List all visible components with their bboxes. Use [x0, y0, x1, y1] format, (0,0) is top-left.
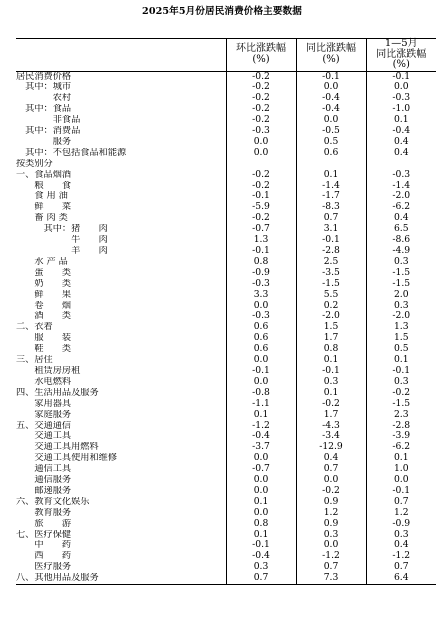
ytd-value: 2.3 [366, 410, 436, 421]
ytd-value: 0.3 [366, 257, 436, 268]
table-row [16, 126, 436, 137]
ytd-value: 0.4 [366, 148, 436, 159]
row-label: 七、医疗保健 [16, 529, 72, 540]
mom-value: 0.1 [226, 530, 296, 541]
ytd-value: 0.0 [366, 475, 436, 486]
yoy-value: 0.2 [296, 301, 366, 312]
mom-value: 1.3 [226, 235, 296, 246]
yoy-value: 1.7 [296, 333, 366, 344]
yoy-value: -0.1 [296, 366, 366, 377]
ytd-value: -0.4 [366, 126, 436, 137]
row-label: 奶 类 [16, 278, 72, 289]
table-row [16, 442, 436, 453]
header-yoy-unit: (%) [322, 53, 340, 65]
yoy-value: 0.9 [296, 497, 366, 508]
ytd-value: 0.1 [366, 355, 436, 366]
table-body [16, 71, 436, 585]
ytd-value: -1.5 [366, 268, 436, 279]
ytd-value: 0.1 [366, 453, 436, 464]
row-label: 家庭服务 [16, 409, 72, 420]
yoy-value: 5.5 [296, 290, 366, 301]
yoy-value: 0.0 [296, 475, 366, 486]
header-ytd-label: 同比涨跌幅 [376, 48, 427, 60]
row-label: 其中：不包括食品和能源 [16, 147, 127, 158]
ytd-value: -4.9 [366, 246, 436, 257]
row-label: 医疗服务 [16, 562, 72, 573]
ytd-value: -0.9 [366, 519, 436, 530]
mom-value: 0.1 [226, 497, 296, 508]
table-row [16, 333, 436, 344]
row-label: 教育服务 [16, 507, 72, 518]
yoy-value: 0.6 [296, 148, 366, 159]
table-row [16, 213, 436, 224]
row-label: 邮递服务 [16, 485, 72, 496]
cpi-table [16, 38, 436, 585]
mom-value: -5.9 [226, 202, 296, 213]
yoy-value: 0.0 [296, 115, 366, 126]
mom-value: -0.7 [226, 224, 296, 235]
row-label: 鲜 菜 [16, 202, 72, 213]
table-row [16, 322, 436, 333]
row-label: 交通工具用燃料 [16, 442, 99, 453]
row-label: 一、食品烟酒 [16, 169, 72, 180]
yoy-value: -0.2 [296, 399, 366, 410]
yoy-value: -4.3 [296, 421, 366, 432]
ytd-value: -0.1 [366, 366, 436, 377]
yoy-value: -0.5 [296, 126, 366, 137]
ytd-value: -3.9 [366, 431, 436, 442]
row-label: 其中：猪 肉 [16, 224, 108, 235]
row-label: 服务 [16, 136, 72, 147]
mom-value: 0.6 [226, 333, 296, 344]
row-label: 三、居住 [16, 355, 53, 366]
table-row [16, 475, 436, 486]
table-row [16, 562, 436, 573]
header-mom-unit: (%) [252, 53, 270, 65]
row-label: 通信服务 [16, 475, 72, 486]
mom-value: 0.0 [226, 355, 296, 366]
yoy-value: -3.5 [296, 268, 366, 279]
mom-value: -0.2 [226, 93, 296, 104]
yoy-value: -1.7 [296, 191, 366, 202]
yoy-value: 1.7 [296, 410, 366, 421]
table-row [16, 399, 436, 410]
table-row [16, 519, 436, 530]
mom-value: 0.1 [226, 410, 296, 421]
ytd-value: 1.2 [366, 508, 436, 519]
row-label: 四、生活用品及服务 [16, 387, 99, 398]
ytd-value: -0.3 [366, 170, 436, 181]
row-label: 服 装 [16, 333, 72, 344]
table-row [16, 148, 436, 159]
ytd-value: 0.4 [366, 540, 436, 551]
row-label: 其中：消费品 [16, 126, 81, 137]
mom-value: 0.0 [226, 453, 296, 464]
ytd-value: -0.1 [366, 486, 436, 497]
ytd-value: 0.5 [366, 344, 436, 355]
table-row [16, 355, 436, 366]
mom-value: -0.2 [226, 170, 296, 181]
row-label: 交通工具使用和维修 [16, 453, 118, 464]
mom-value: -0.3 [226, 279, 296, 290]
table-row [16, 344, 436, 355]
yoy-value: -0.1 [296, 235, 366, 246]
ytd-value: 0.7 [366, 497, 436, 508]
row-label: 水电燃料 [16, 376, 72, 387]
yoy-value: -12.9 [296, 442, 366, 453]
row-label: 鲜 果 [16, 289, 72, 300]
table-row [16, 93, 436, 104]
table-row [16, 530, 436, 541]
mom-value: -0.2 [226, 71, 296, 82]
table-row [16, 246, 436, 257]
table-row [16, 311, 436, 322]
row-label: 家用器具 [16, 398, 72, 409]
row-label: 鞋 类 [16, 344, 72, 355]
ytd-value: -2.0 [366, 191, 436, 202]
table-row [16, 181, 436, 192]
ytd-value: 1.5 [366, 333, 436, 344]
yoy-value: -2.0 [296, 311, 366, 322]
table-row [16, 421, 436, 432]
table-row [16, 191, 436, 202]
ytd-value: 0.3 [366, 530, 436, 541]
table-row [16, 388, 436, 399]
ytd-value: 6.5 [366, 224, 436, 235]
yoy-value: 0.0 [296, 82, 366, 93]
header-ytd-period: 1—5月 [384, 38, 418, 49]
yoy-value: 7.3 [296, 573, 366, 584]
mom-value: 0.0 [226, 137, 296, 148]
mom-value: -0.2 [226, 82, 296, 93]
row-label: 租赁房房租 [16, 365, 81, 376]
table-row [16, 170, 436, 181]
ytd-value: 1.3 [366, 322, 436, 333]
row-label: 畜 肉 类 [16, 213, 68, 224]
table-row [16, 508, 436, 519]
table-row [16, 279, 436, 290]
yoy-value: 0.4 [296, 453, 366, 464]
yoy-value: 1.5 [296, 322, 366, 333]
table-row [16, 377, 436, 388]
ytd-value: 0.3 [366, 377, 436, 388]
table-row [16, 573, 436, 584]
mom-value: -0.1 [226, 191, 296, 202]
ytd-value: 0.4 [366, 213, 436, 224]
mom-value: -0.2 [226, 181, 296, 192]
ytd-value: 0.7 [366, 562, 436, 573]
table-row [16, 410, 436, 421]
ytd-value: -0.3 [366, 93, 436, 104]
yoy-value: 0.7 [296, 562, 366, 573]
table-row [16, 366, 436, 377]
mom-value: -0.1 [226, 366, 296, 377]
mom-value: -0.4 [226, 551, 296, 562]
ytd-value: -1.5 [366, 279, 436, 290]
mom-value: -0.7 [226, 464, 296, 475]
table-row [16, 224, 436, 235]
mom-value: 3.3 [226, 290, 296, 301]
yoy-value: 0.1 [296, 170, 366, 181]
ytd-value: -6.2 [366, 442, 436, 453]
mom-value: 0.7 [226, 573, 296, 584]
row-label: 羊 肉 [16, 246, 108, 256]
row-label: 其中：食品 [16, 104, 72, 115]
row-label: 酒 类 [16, 311, 72, 322]
yoy-value [296, 159, 366, 170]
row-label: 八、其他用品及服务 [16, 573, 226, 584]
mom-value: 0.3 [226, 562, 296, 573]
ytd-value: -2.0 [366, 311, 436, 322]
yoy-value: -0.2 [296, 486, 366, 497]
yoy-value: 0.5 [296, 137, 366, 148]
ytd-value [366, 159, 436, 170]
row-label: 西 药 [16, 551, 72, 562]
mom-value: -1.1 [226, 399, 296, 410]
header-mom-label: 环比涨跌幅 [236, 43, 286, 55]
ytd-value: -1.4 [366, 181, 436, 192]
mom-value: -0.3 [226, 311, 296, 322]
row-label: 其中：城市 [16, 82, 72, 93]
mom-value: -0.2 [226, 115, 296, 126]
table-row [16, 202, 436, 213]
table-row [16, 453, 436, 464]
row-label: 二、衣着 [16, 322, 53, 333]
header-blank-cell [16, 39, 226, 72]
ytd-value: 0.4 [366, 137, 436, 148]
table-row [16, 486, 436, 497]
table-row [16, 104, 436, 115]
row-label: 农村 [16, 93, 72, 104]
row-label: 水 产 品 [16, 256, 68, 267]
yoy-value: -8.3 [296, 202, 366, 213]
header-yoy-label: 同比涨跌幅 [306, 43, 356, 55]
row-label: 牛 肉 [16, 235, 108, 246]
ytd-value: 0.0 [366, 82, 436, 93]
mom-value: -1.2 [226, 421, 296, 432]
mom-value: 0.8 [226, 257, 296, 268]
mom-value: -0.4 [226, 431, 296, 442]
yoy-value: -3.4 [296, 431, 366, 442]
yoy-value: -0.4 [296, 104, 366, 115]
table-header-row [16, 39, 436, 72]
yoy-value: -0.4 [296, 93, 366, 104]
yoy-value: 0.9 [296, 519, 366, 530]
yoy-value: -2.8 [296, 246, 366, 257]
mom-value: 0.0 [226, 148, 296, 159]
yoy-value: 1.2 [296, 508, 366, 519]
yoy-value: 0.7 [296, 464, 366, 475]
mom-value: -0.2 [226, 104, 296, 115]
yoy-value: -1.4 [296, 181, 366, 192]
ytd-value: 6.4 [366, 573, 436, 584]
row-label: 中 药 [16, 540, 72, 551]
mom-value: 0.0 [226, 377, 296, 388]
row-label: 非食品 [16, 115, 81, 126]
table-row [16, 71, 436, 82]
table-row [16, 540, 436, 551]
ytd-value: -2.8 [366, 421, 436, 432]
page-title: 2025年5月份居民消费价格主要数据 [142, 6, 302, 17]
table-row [16, 159, 436, 170]
yoy-value: 0.3 [296, 377, 366, 388]
row-label: 粮 食 [16, 180, 72, 191]
row-label: 按类别分 [16, 158, 53, 169]
mom-value: -0.9 [226, 268, 296, 279]
mom-value: -0.3 [226, 126, 296, 137]
yoy-value: 3.1 [296, 224, 366, 235]
header-yoy [296, 39, 366, 72]
mom-value: 0.0 [226, 508, 296, 519]
row-label: 通信工具 [16, 464, 72, 475]
table-row [16, 82, 436, 93]
table-row [16, 115, 436, 126]
mom-value: 0.6 [226, 322, 296, 333]
row-label: 五、交通通信 [16, 420, 72, 431]
table-row [16, 464, 436, 475]
ytd-value: -1.0 [366, 104, 436, 115]
table-row [16, 301, 436, 312]
table-row [16, 290, 436, 301]
mom-value: -0.1 [226, 540, 296, 551]
row-label: 居民消费价格 [16, 71, 72, 82]
mom-value: -0.8 [226, 388, 296, 399]
ytd-value: 2.0 [366, 290, 436, 301]
yoy-value: 0.0 [296, 540, 366, 551]
row-label: 卷 烟 [16, 300, 72, 311]
ytd-value: -8.6 [366, 235, 436, 246]
yoy-value: 0.1 [296, 388, 366, 399]
yoy-value: -1.5 [296, 279, 366, 290]
row-label: 旅 游 [16, 518, 72, 529]
mom-value: 0.6 [226, 344, 296, 355]
table-row [16, 431, 436, 442]
ytd-value: -1.5 [366, 399, 436, 410]
ytd-value: -0.2 [366, 388, 436, 399]
table-row [16, 551, 436, 562]
table-row [16, 268, 436, 279]
mom-value [226, 159, 296, 170]
mom-value: -3.7 [226, 442, 296, 453]
table-row [16, 235, 436, 246]
yoy-value: -1.2 [296, 551, 366, 562]
yoy-value: 0.8 [296, 344, 366, 355]
ytd-value: 0.3 [366, 301, 436, 312]
mom-value: 0.0 [226, 486, 296, 497]
yoy-value: 2.5 [296, 257, 366, 268]
ytd-value: 1.0 [366, 464, 436, 475]
table-row [16, 497, 436, 508]
row-label: 交通工具 [16, 431, 72, 442]
yoy-value: 0.1 [296, 355, 366, 366]
ytd-value: 0.1 [366, 115, 436, 126]
header-ytd [366, 39, 436, 72]
mom-value: 0.8 [226, 519, 296, 530]
ytd-value: -6.2 [366, 202, 436, 213]
header-ytd-unit: (%) [392, 59, 410, 70]
row-label: 食 用 油 [16, 191, 68, 202]
yoy-value: 0.3 [296, 530, 366, 541]
table-row [16, 257, 436, 268]
mom-value: 0.0 [226, 475, 296, 486]
ytd-value: -0.1 [366, 71, 436, 82]
row-label: 六、教育文化娱乐 [16, 496, 90, 507]
yoy-value: -0.1 [296, 71, 366, 82]
table-row [16, 137, 436, 148]
header-mom [226, 39, 296, 72]
mom-value: 0.0 [226, 301, 296, 312]
mom-value: -0.1 [226, 246, 296, 257]
row-label: 蛋 类 [16, 267, 72, 278]
yoy-value: 0.7 [296, 213, 366, 224]
mom-value: -0.2 [226, 213, 296, 224]
ytd-value: -1.2 [366, 551, 436, 562]
